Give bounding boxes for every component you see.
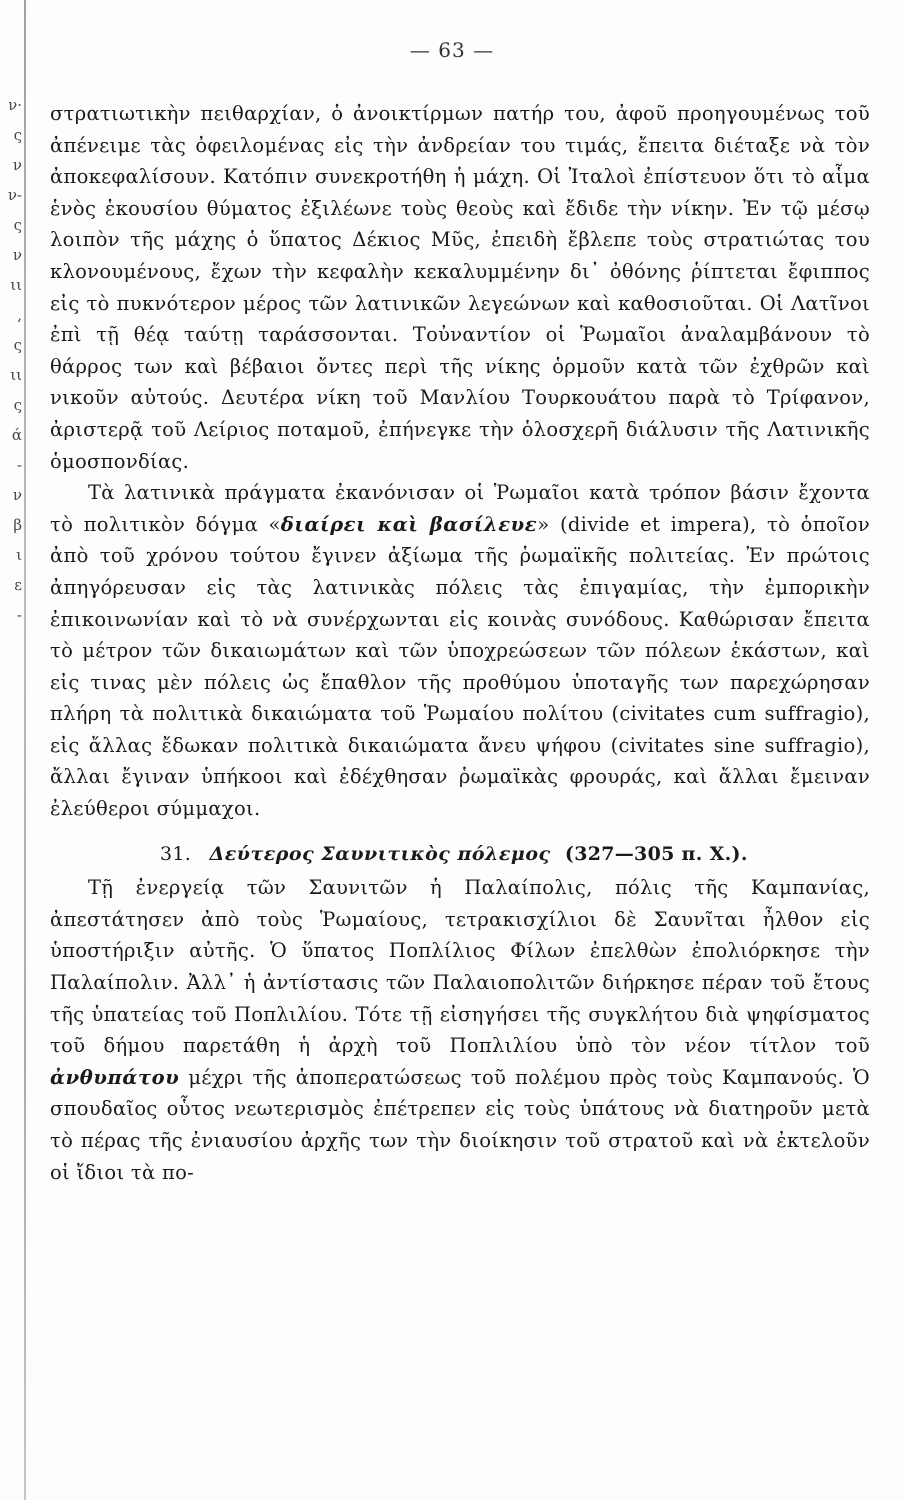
margin-mark: ς (13, 216, 22, 234)
margin-mark: ν- (7, 186, 22, 204)
section-heading (50, 839, 870, 871)
paragraph-2-emphasis: διαίρει καὶ βασίλευε (280, 512, 538, 536)
margin-mark: ν (12, 486, 22, 504)
paragraph-3 (50, 872, 870, 1188)
margin-mark: ν· (8, 96, 22, 114)
adjacent-page-margin (0, 90, 22, 630)
margin-mark: ιι (10, 366, 22, 384)
paragraph-3-emphasis: ἀνθυπάτου (50, 1065, 180, 1089)
paragraph-3-text-a: Τῇ ἐνεργείᾳ τῶν Σαυνιτῶν ἡ Παλαίπολις, πόλις τῆς Καμπανίας, ἀπεστάτησεν ἀπὸ τοὺς Ῥωμαίους, τετρακισχίλιοι δὲ Σαυνῖται ἦλθον εἰς ὑποστήριξιν αὐτῆς. Ὁ ὕπατος Ποπλίλιος Φίλων ἐπελθὼν ἐπολιόρκησε τὴν Παλαίπολιν. Ἀλλ᾿ ἡ ἀντίστασις τῶν Παλαιοπολιτῶν διήρκησε πέραν τοῦ ἔτους τῆς ὑπατείας τοῦ Ποπλιλίου. Τότε τῇ εἰσηγήσει τῆς συγκλήτου διὰ ψηφίσματος τοῦ δήμου παρετάθη ἡ ἀρχὴ τοῦ Ποπλιλίου ὑπὸ τὸν νέον τίτλον τοῦ (50, 876, 870, 1058)
margin-mark: β (13, 516, 22, 534)
margin-mark: - (16, 456, 22, 474)
margin-mark: ς (13, 336, 22, 354)
margin-mark: ε (14, 576, 22, 594)
paragraph-2-text-b: » (divide et impera), τὸ ὁποῖον ἀπὸ τοῦ χρόνου τούτου ἔγινεν ἀξίωμα τῆς ῥωμαϊκῆς πολιτείας. Ἐν πρώτοις ἀπηγόρευσαν εἰς τὰς λατινικὰς πόλεις τὰς ἐπιγαμίας, τὴν ἐμπορικὴν ἐπικοινωνίαν καὶ τὸ νὰ συνέρχωνται εἰς κοινὰς συνόδους. Καθώρισαν ἔπειτα τὸ μέτρον τῶν δικαιωμάτων καὶ τῶν ὑποχρεώσεων τῶν πόλεων ἑκάστων, καὶ εἰς τινας μὲν πόλεις ὡς ἔπαθλον τῆς προθύμου ὑποταγῆς των παρεχώρησαν πλήρη τὰ πολιτικὰ δικαιώματα τοῦ Ῥωμαίου πολίτου (civitates cum suffragio), εἰς ἄλλας ἔδωκαν πολιτικὰ δικαιώματα ἄνευ ψήφου (civitates sine suffragio), ἄλλαι ἔγιναν ὑπήκοοι καὶ ἐδέχθησαν ῥωμαϊκὰς φρουράς, καὶ ἄλλαι ἔμειναν ἐλεύθεροι σύμμαχοι. (50, 512, 870, 821)
margin-mark: ιι (10, 276, 22, 294)
page-binding-edge (24, 0, 26, 1500)
margin-mark: ς (13, 396, 22, 414)
margin-mark: , (17, 306, 22, 324)
margin-mark: ά (11, 426, 22, 444)
paragraph-1: στρατιωτικὴν πειθαρχίαν, ὁ ἀνοικτίρμων πατήρ του, ἀφοῦ προηγουμένως τοῦ ἀπένειμε τὰς ὀφειλομένας εἰς τὴν ἀνδρείαν του τιμάς, ἔπειτα διέταξε νὰ τὸν ἀποκεφαλίσουν. Κατόπιν συνεκροτήθη ἡ μάχη. Οἱ Ἰταλοὶ ἐπίστευον ὅτι τὸ αἷμα ἑνὸς ἑκουσίου θύματος ἐξιλέωνε τοὺς θεοὺς καὶ ἔδιδε τὴν νίκην. Ἐν τῷ μέσῳ λοιπὸν τῆς μάχης ὁ ὕπατος Δέκιος Μῦς, ἐπειδὴ ἔβλεπε τοὺς στρατιώτας του κλονουμένους, ἔχων τὴν κεφαλὴν κεκαλυμμένην δι᾿ ὀθόνης ῥίπτεται ἔφιππος εἰς τὸ πυκνότερον μέρος τῶν λατινικῶν λεγεώνων καὶ καθοσιοῦται. Οἱ Λατῖνοι ἐπὶ τῇ θέᾳ ταύτῃ ταράσσονται. Τοὐναντίον οἱ Ῥωμαῖοι ἀναλαμβάνουν τὸ θάρρος των καὶ βέβαιοι ὄντες περὶ τῆς νίκης ὁρμοῦν κατὰ τῶν ἐχθρῶν καὶ νικοῦν αὐτούς. Δευτέρα νίκη τοῦ Μανλίου Τουρκουάτου παρὰ τὸ Τρίφανον, ἀριστερᾷ τοῦ Λείριος ποταμοῦ, ἐπήνεγκε τὴν ὁλοσχερῆ διάλυσιν τῆς Λατινικῆς ὁμοσπονδίας. (50, 102, 870, 473)
margin-mark: ι (16, 546, 22, 564)
margin-mark: - (16, 606, 22, 624)
paragraph-2 (50, 477, 870, 825)
margin-mark: ν (12, 246, 22, 264)
margin-mark: ς (13, 126, 22, 144)
paragraph-2-text-a: Τὰ λατινικὰ πράγματα ἐκανόνισαν οἱ Ῥωμαῖοι κατὰ τρόπον βάσιν ἔχοντα τὸ πολιτικὸν δόγμα « (50, 481, 870, 536)
page-body (50, 98, 870, 1188)
margin-mark: ν (12, 156, 22, 174)
section-number: 31. (160, 842, 192, 865)
paragraph-3-text-b: μέχρι τῆς ἀποπερατώσεως τοῦ πολέμου πρὸς τοὺς Καμπανούς. Ὁ σπουδαῖος οὗτος νεωτερισμὸς ἐπέτρεπεν εἰς τοὺς ὑπάτους νὰ διατηροῦν μετὰ τὸ πέρας τῆς ἐνιαυσίου ἀρχῆς των τὴν διοίκησιν τοῦ στρατοῦ καὶ νὰ ἐκτελοῦν οἱ ἴδιοι τὰ πο- (50, 1065, 870, 1184)
section-title: Δεύτερος Σαυνιτικὸς πόλεμος (209, 842, 551, 865)
section-dates: (327—305 π. Χ.). (564, 842, 748, 865)
page-number: — 63 — (409, 38, 495, 62)
